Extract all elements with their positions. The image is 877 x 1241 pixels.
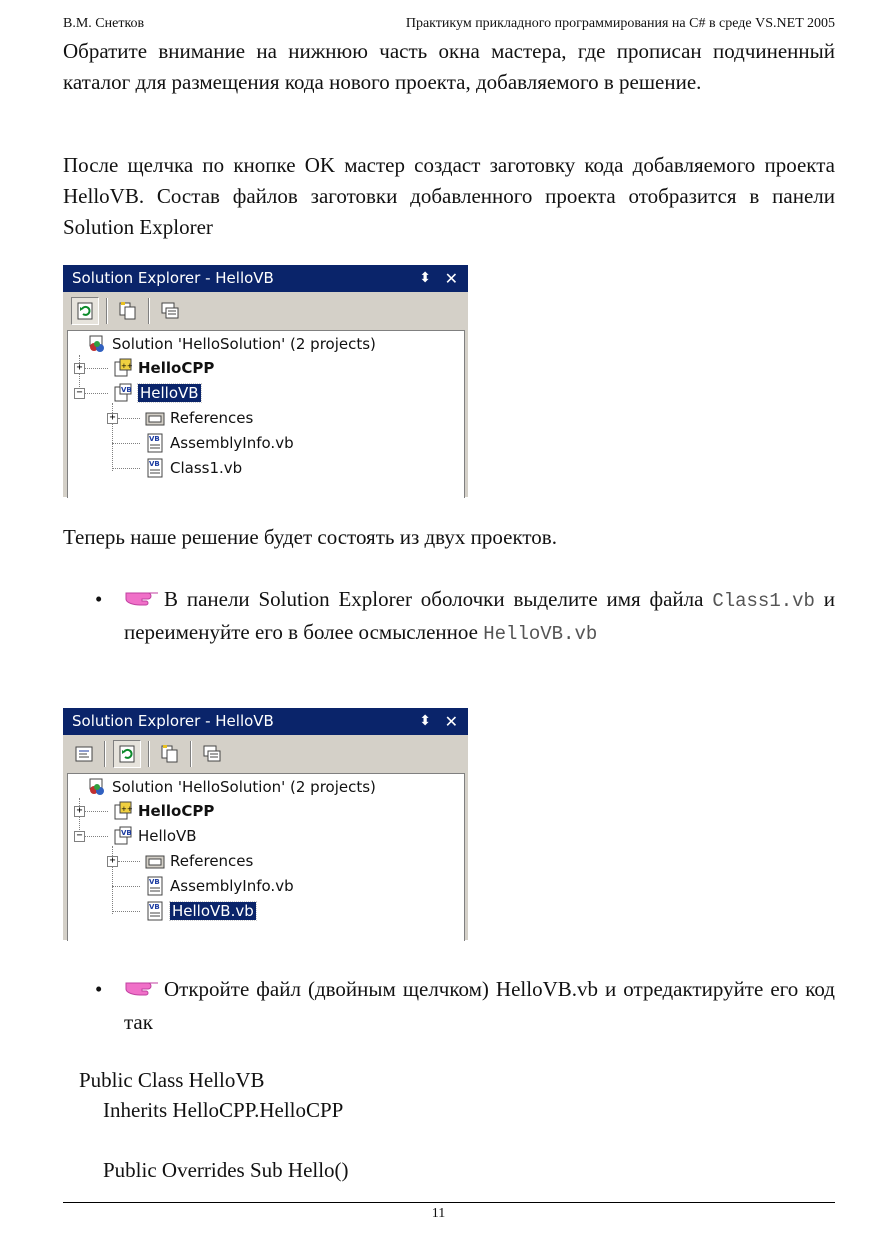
paragraph-3: Теперь наше решение будет состоять из двух проектов. bbox=[63, 525, 557, 549]
close-icon[interactable]: ✕ bbox=[444, 712, 458, 731]
refresh-icon[interactable] bbox=[113, 740, 141, 768]
svg-text:VB: VB bbox=[149, 435, 160, 443]
properties-icon[interactable] bbox=[199, 741, 225, 767]
paragraph-1: Обратите внимание на нижнюю часть окна мастера, где прописан подчиненный каталог для размещения кода нового проекта, добавляемого в решение. bbox=[63, 39, 835, 94]
svg-text:++: ++ bbox=[121, 362, 133, 370]
header-title: Практикум прикладного программирования на C# в среде VS.NET 2005 bbox=[405, 16, 835, 31]
show-all-files-icon[interactable] bbox=[115, 298, 141, 324]
expand-toggle[interactable]: + bbox=[107, 413, 118, 424]
properties-icon[interactable] bbox=[157, 298, 183, 324]
toolbar-separator bbox=[106, 298, 108, 324]
expand-toggle[interactable]: + bbox=[74, 806, 85, 817]
vb-file-icon bbox=[144, 875, 166, 897]
pointing-hand-icon bbox=[124, 976, 162, 1007]
tree-node-solution[interactable]: Solution 'HelloSolution' (2 projects) bbox=[86, 333, 376, 355]
vb-project-icon bbox=[112, 382, 134, 404]
toolbar-separator bbox=[190, 741, 192, 767]
bullet-marker: • bbox=[95, 587, 103, 611]
bullet-item-2: Откройте файл (двойным щелчком) HelloVB.vb и отредактируйте его код так bbox=[124, 977, 835, 1034]
close-icon[interactable]: ✕ bbox=[444, 269, 458, 288]
solution-icon bbox=[86, 333, 108, 355]
tree-node-hellocpp[interactable]: ++ HelloCPP bbox=[112, 800, 214, 822]
paragraph-2: После щелчка по кнопке OK мастер создаст заготовку кода добавляемого проекта HelloVB. Состав файлов заготовки добавленного проекта отобразится в панели Solution Explorer bbox=[63, 153, 835, 239]
svg-text:VB: VB bbox=[121, 386, 132, 394]
solution-icon bbox=[86, 776, 108, 798]
header-author: В.М. Снетков bbox=[63, 16, 145, 31]
explorer-tree bbox=[67, 330, 465, 498]
tree-node-assemblyinfo[interactable]: VB AssemblyInfo.vb bbox=[144, 432, 294, 454]
expand-toggle[interactable]: + bbox=[74, 363, 85, 374]
tree-node-references[interactable]: References bbox=[144, 407, 253, 429]
references-icon bbox=[144, 850, 166, 872]
cpp-project-icon bbox=[112, 800, 134, 822]
vb-file-icon bbox=[144, 900, 166, 922]
references-icon bbox=[144, 407, 166, 429]
solution-explorer-window-1 bbox=[63, 265, 468, 497]
tree-node-hellovb-file[interactable]: VB HelloVB.vb bbox=[144, 900, 256, 922]
expand-toggle[interactable]: + bbox=[107, 856, 118, 867]
explorer-titlebar bbox=[63, 265, 468, 292]
svg-text:++: ++ bbox=[121, 805, 133, 813]
tree-node-hellovb[interactable]: VB HelloVB bbox=[112, 825, 197, 847]
code-inline: Class1.vb bbox=[712, 590, 815, 612]
tree-node-class1[interactable]: VB Class1.vb bbox=[144, 457, 242, 479]
tree-node-hellocpp[interactable]: ++ HelloCPP bbox=[112, 357, 214, 379]
code-line-2: Inherits HelloCPP.HelloCPP bbox=[103, 1098, 344, 1122]
bullet-item-1: В панели Solution Explorer оболочки выделите имя файла Class1.vb и переименуйте его в более осмысленное HelloVB.vb bbox=[124, 587, 836, 645]
code-inline: HelloVB.vb bbox=[483, 623, 598, 645]
vb-project-icon bbox=[112, 825, 134, 847]
tree-node-references[interactable]: References bbox=[144, 850, 253, 872]
cpp-project-icon bbox=[112, 357, 134, 379]
footer-rule bbox=[63, 1202, 835, 1203]
svg-text:VB: VB bbox=[149, 460, 160, 468]
toolbar-separator bbox=[148, 741, 150, 767]
solution-explorer-window-2 bbox=[63, 708, 468, 940]
toolbar-separator bbox=[148, 298, 150, 324]
collapse-toggle[interactable]: − bbox=[74, 388, 85, 399]
bullet-marker: • bbox=[95, 977, 103, 1001]
view-code-icon[interactable] bbox=[71, 741, 97, 767]
toolbar-separator bbox=[104, 741, 106, 767]
svg-text:VB: VB bbox=[121, 829, 132, 837]
refresh-icon[interactable] bbox=[71, 297, 99, 325]
tree-node-assemblyinfo[interactable]: VB AssemblyInfo.vb bbox=[144, 875, 294, 897]
explorer-title: Solution Explorer - HelloVB bbox=[72, 269, 274, 287]
code-line-3: Public Overrides Sub Hello() bbox=[103, 1158, 349, 1182]
svg-text:VB: VB bbox=[149, 903, 160, 911]
explorer-title: Solution Explorer - HelloVB bbox=[72, 712, 274, 730]
explorer-toolbar bbox=[63, 292, 468, 330]
pin-icon[interactable]: ⬍ bbox=[419, 713, 431, 729]
explorer-toolbar bbox=[63, 735, 468, 773]
tree-node-solution[interactable]: Solution 'HelloSolution' (2 projects) bbox=[86, 776, 376, 798]
vb-file-icon bbox=[144, 457, 166, 479]
explorer-tree bbox=[67, 773, 465, 941]
explorer-titlebar bbox=[63, 708, 468, 735]
svg-text:VB: VB bbox=[149, 878, 160, 886]
pin-icon[interactable]: ⬍ bbox=[419, 270, 431, 286]
vb-file-icon bbox=[144, 432, 166, 454]
page-number: 11 bbox=[431, 1206, 446, 1221]
collapse-toggle[interactable]: − bbox=[74, 831, 85, 842]
pointing-hand-icon bbox=[124, 586, 162, 617]
code-line-1: Public Class HelloVB bbox=[79, 1068, 265, 1092]
show-all-files-icon[interactable] bbox=[157, 741, 183, 767]
tree-node-hellovb[interactable]: VB HelloVB bbox=[112, 382, 201, 404]
